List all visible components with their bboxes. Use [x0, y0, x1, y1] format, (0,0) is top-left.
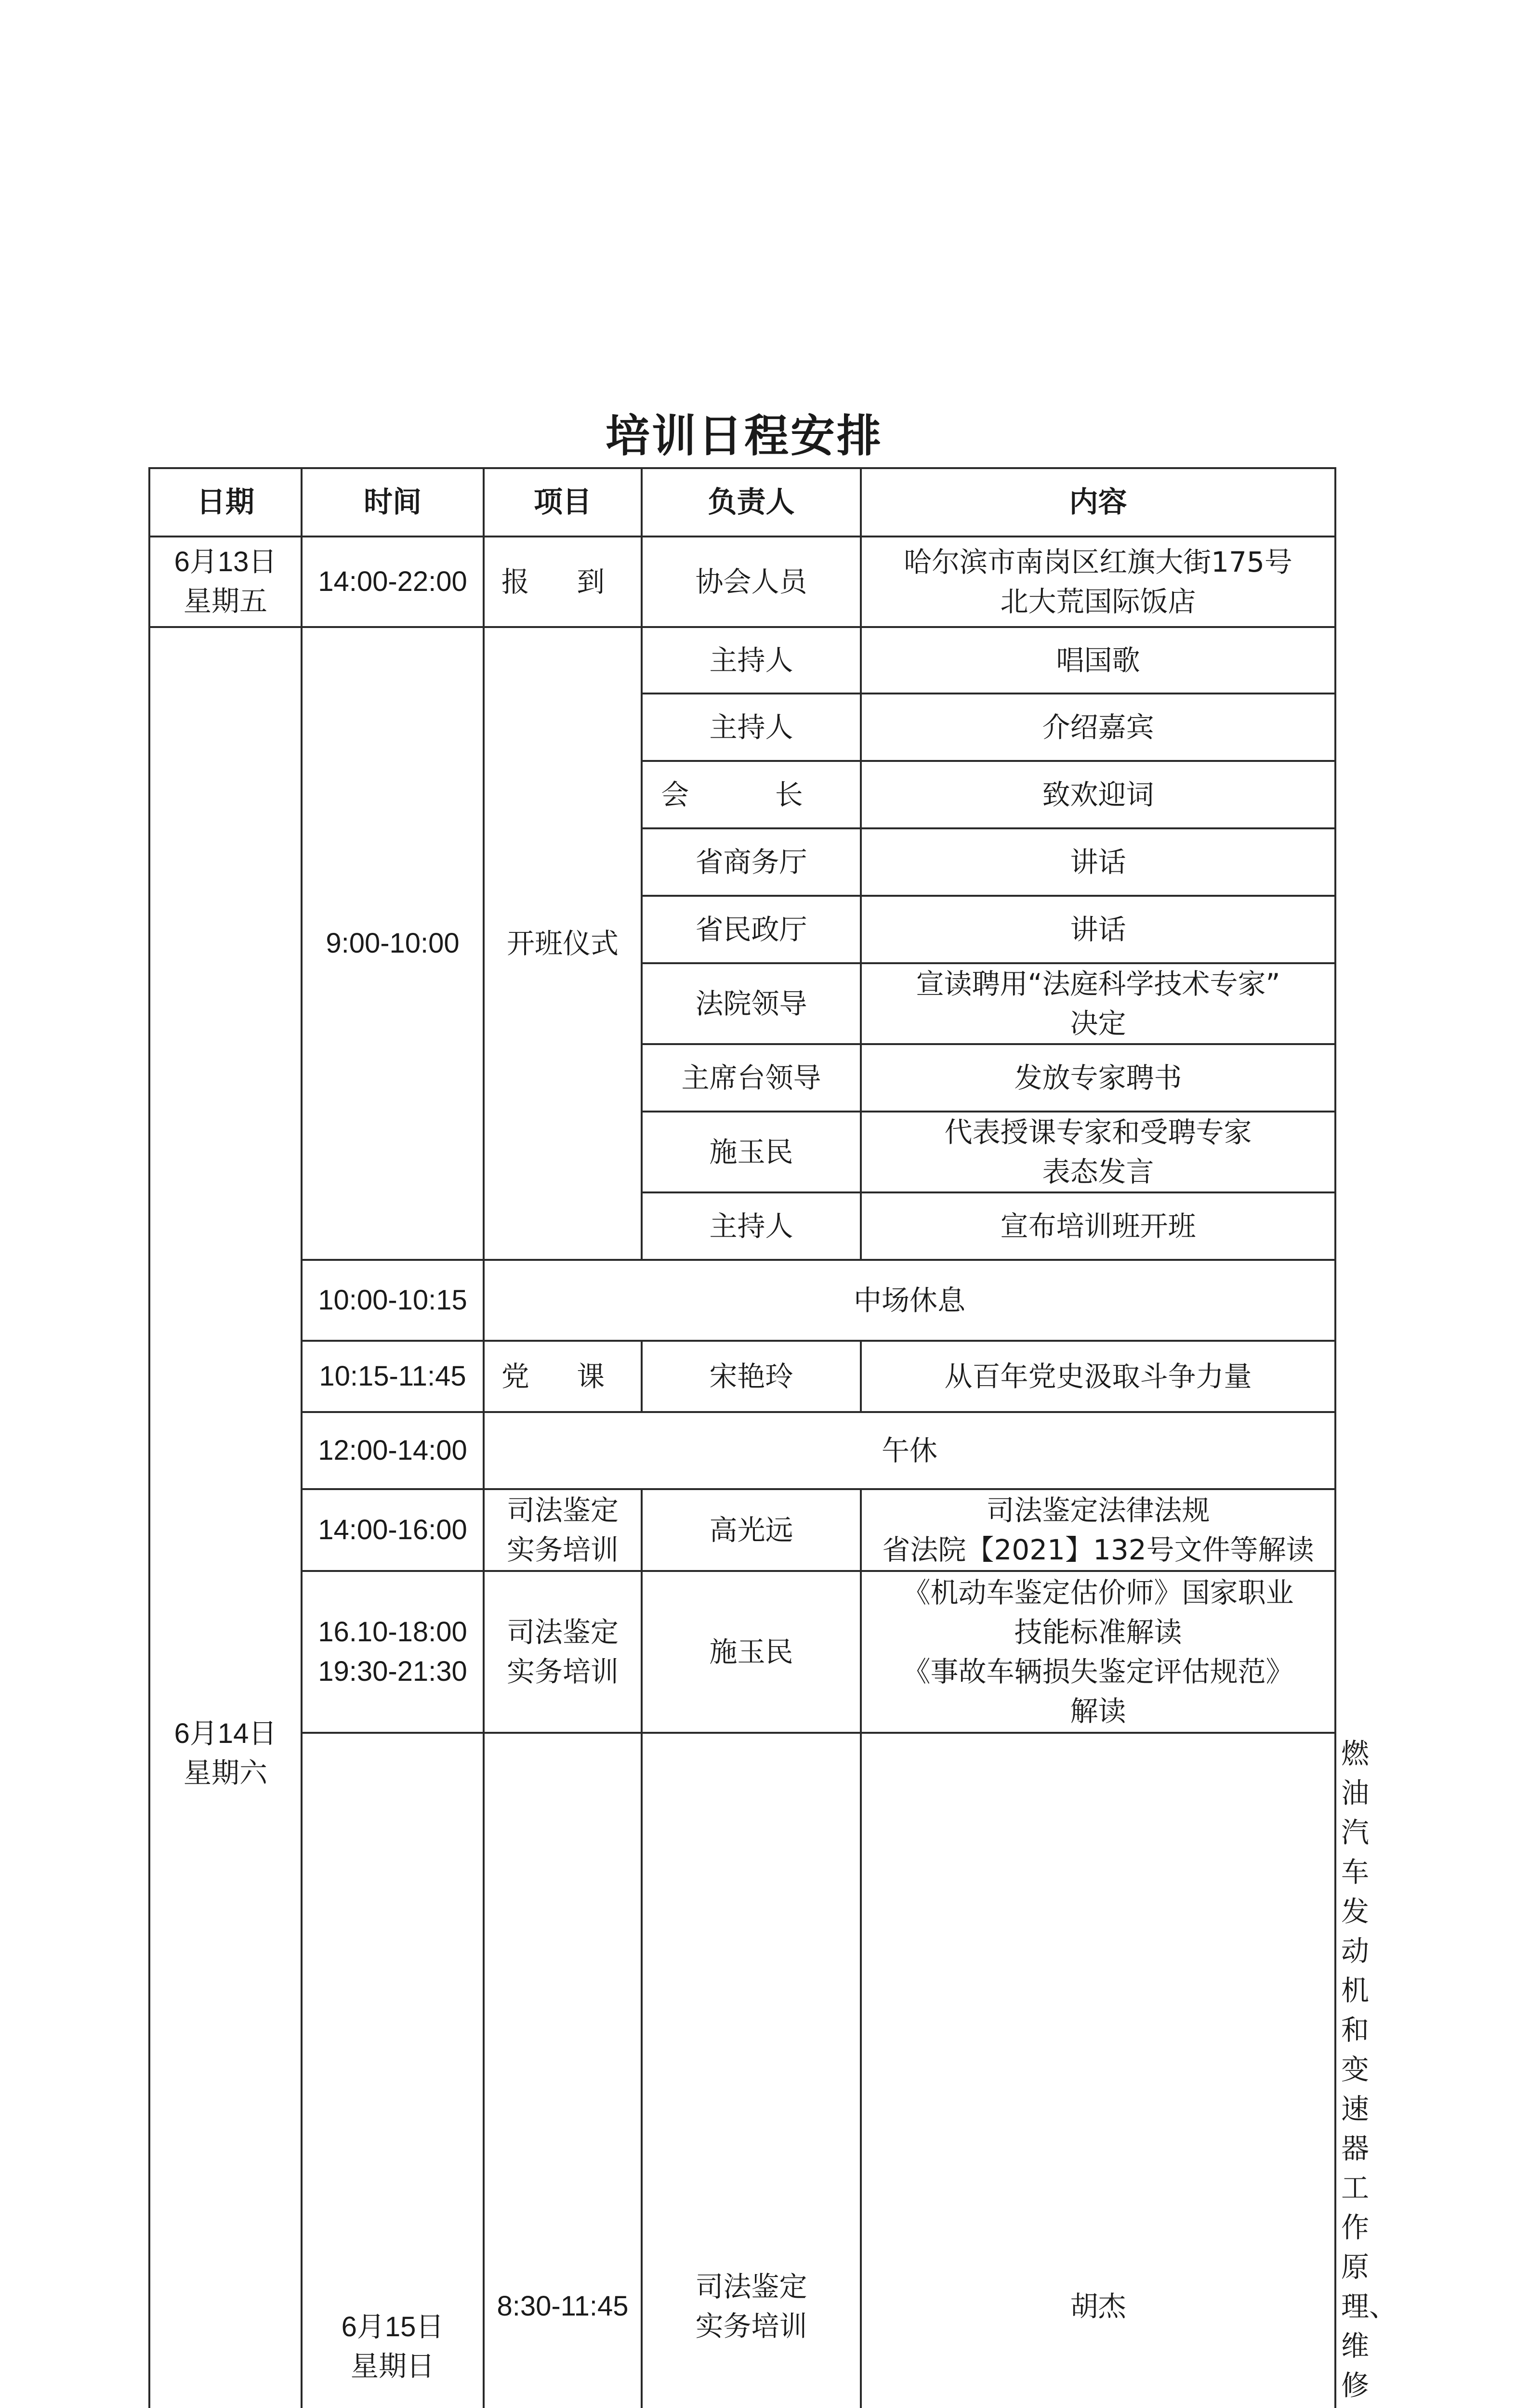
- person-cell: 协会人员: [642, 537, 861, 627]
- time-cell: 8:30-11:45: [484, 1733, 642, 2408]
- header-content: 内容: [861, 468, 1335, 537]
- time-cell: 14:00-22:00: [302, 537, 484, 627]
- header-time: 时间: [302, 468, 484, 537]
- content-cell: 讲话: [861, 896, 1335, 963]
- table-row: [149, 1412, 1335, 1489]
- content-cell: 发放专家聘书: [861, 1044, 1335, 1112]
- person-cell: 施玉民: [642, 1112, 861, 1192]
- person-cell: 省商务厅: [642, 828, 861, 896]
- person-cell: 主持人: [642, 627, 861, 694]
- table-row: [149, 1341, 1335, 1412]
- time-cell: 10:15-11:45: [302, 1341, 484, 1412]
- table-row: [149, 537, 1335, 627]
- table-row: 6月15日 星期日 8:30-11:45 司法鉴定 实务培训 胡杰 燃油汽车发动机和变速器工作原 理、维修: [149, 1733, 1335, 2408]
- time-cell: 10:00-10:15: [302, 1260, 484, 1341]
- content-cell: 致欢迎词: [861, 761, 1335, 828]
- content-cell: 中场休息: [484, 1260, 1335, 1341]
- page-title: 培训日程安排: [605, 410, 883, 462]
- item-cell: 司法鉴定 实务培训: [642, 1733, 861, 2408]
- content-cell: 《机动车鉴定估价师》国家职业 技能标准解读 《事故车辆损失鉴定评估规范》 解读: [861, 1571, 1335, 1733]
- content-cell: 哈尔滨市南岗区红旗大街175号 北大荒国际饭店: [861, 537, 1335, 627]
- person-cell: 会 长: [642, 761, 861, 828]
- time-cell: 12:00-14:00: [302, 1412, 484, 1489]
- date-cell: 6月15日 星期日: [302, 1733, 484, 2408]
- table-row: [149, 627, 1335, 694]
- time-cell: 16.10-18:00 19:30-21:30: [302, 1571, 484, 1733]
- person-cell: 主席台领导: [642, 1044, 861, 1112]
- content-cell: 午休: [484, 1412, 1335, 1489]
- content-cell: 讲话: [861, 828, 1335, 896]
- item-cell: 司法鉴定 实务培训: [484, 1571, 642, 1733]
- content-cell: 介绍嘉宾: [861, 694, 1335, 761]
- person-cell: 宋艳玲: [642, 1341, 861, 1412]
- person-cell: 主持人: [642, 694, 861, 761]
- table-row: [149, 1489, 1335, 1571]
- content-cell: 从百年党史汲取斗争力量: [861, 1341, 1335, 1412]
- item-cell: 开班仪式: [484, 627, 642, 1260]
- schedule-table: [148, 467, 1397, 2408]
- date-cell: 6月14日 星期六: [149, 627, 302, 2408]
- date-cell: 6月13日 星期五: [149, 537, 302, 627]
- item-cell: 报 到: [484, 537, 642, 627]
- content-cell: 代表授课专家和受聘专家 表态发言: [861, 1112, 1335, 1192]
- time-cell: 14:00-16:00: [302, 1489, 484, 1571]
- table-row: [149, 1260, 1335, 1341]
- item-cell: 党 课: [484, 1341, 642, 1412]
- person-cell: 主持人: [642, 1192, 861, 1260]
- person-cell: 施玉民: [642, 1571, 861, 1733]
- content-cell: 唱国歌: [861, 627, 1335, 694]
- person-cell: 高光远: [642, 1489, 861, 1571]
- item-cell: 司法鉴定 实务培训: [484, 1489, 642, 1571]
- header-date: 日期: [149, 468, 302, 537]
- content-cell: 司法鉴定法律法规 省法院【2021】132号文件等解读: [861, 1489, 1335, 1571]
- header-item: 项目: [484, 468, 642, 537]
- person-cell: 胡杰: [861, 1733, 1335, 2408]
- header-row: [149, 468, 1335, 537]
- content-cell: 宣布培训班开班: [861, 1192, 1335, 1260]
- table-row: [149, 1571, 1335, 1733]
- person-cell: 法院领导: [642, 963, 861, 1044]
- content-cell: 宣读聘用“法庭科学技术专家” 决定: [861, 963, 1335, 1044]
- time-cell: 9:00-10:00: [302, 627, 484, 1260]
- header-person: 负责人: [642, 468, 861, 537]
- person-cell: 省民政厅: [642, 896, 861, 963]
